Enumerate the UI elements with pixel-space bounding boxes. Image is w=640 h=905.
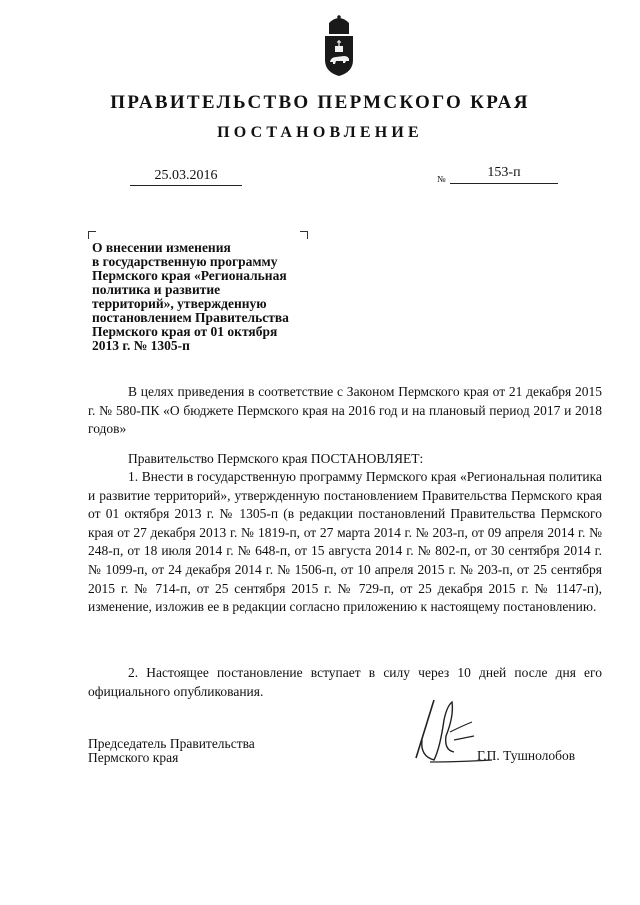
signer-title-line: Пермского края	[88, 750, 179, 765]
subject-line: политика и развитие	[92, 282, 221, 297]
subject-line: О внесении изменения	[92, 240, 231, 255]
government-title: ПРАВИТЕЛЬСТВО ПЕРМСКОГО КРАЯ	[110, 92, 530, 113]
number-prefix: №	[437, 174, 446, 184]
document-date: 25.03.2016	[130, 168, 242, 186]
body-paragraph: 2. Настоящее постановление вступает в силу через 10 дней после дня его официального опубликования.	[88, 665, 602, 699]
subject-line: 2013 г. № 1305-п	[92, 338, 190, 353]
signer-title-line: Председатель Правительства	[88, 736, 255, 751]
document-number: 153-п	[450, 165, 558, 184]
body-paragraph: 1. Внести в государственную программу Пермского края «Региональная политика и развитие территорий», утвержденную постановлением Правительства Пермского края от 01 октября 2013 г. № 1305-п (в редакции постановлений Правительства Пермского края от 27 декабря 2013 г. № 1819-п, от 27 марта 2014 г. № 203-п, от 09 апреля 2014 г. № 248-п, от 18 июля 2014 г. № 648-п, от 15 августа 2014 г. № 802-п, от 30 сентября 2014 г. № 1099-п, от 24 декабря 2014 г. № 1506-п, от 10 апреля 2015 г. № 203-п, от 25 сентября 2015 г. № 714-п, от 25 сентября 2015 г. № 729-п, от 25 декабря 2015 г. № 1147-п), изменение, изложив ее в редакции согласно приложению к настоящему постановлению.	[88, 469, 602, 615]
corner-mark-left	[88, 231, 96, 239]
subject-line: Пермского края «Региональная	[92, 268, 287, 283]
corner-mark-right	[300, 231, 308, 239]
signer-name: Г.П. Тушнолобов	[477, 748, 576, 763]
subject-line: в государственную программу	[92, 254, 278, 269]
body-paragraph: В целях приведения в соответствие с Законом Пермского края от 21 декабря 2015 г. № 580-ПК «О бюджете Пермского края на 2016 год и на плановый период 2017 и 2018 годов»	[88, 384, 602, 437]
coat-of-arms-icon	[322, 14, 356, 78]
body-paragraph: Правительство Пермского края ПОСТАНОВЛЯЕТ:	[128, 451, 424, 466]
subject-line: постановлением Правительства	[92, 310, 289, 325]
subject-line: территорий», утвержденную	[92, 296, 267, 311]
document-type: ПОСТАНОВЛЕНИЕ	[217, 124, 423, 141]
signer-title	[88, 737, 255, 765]
subject-line: Пермского края от 01 октября	[92, 324, 278, 339]
document-subject	[92, 241, 322, 353]
